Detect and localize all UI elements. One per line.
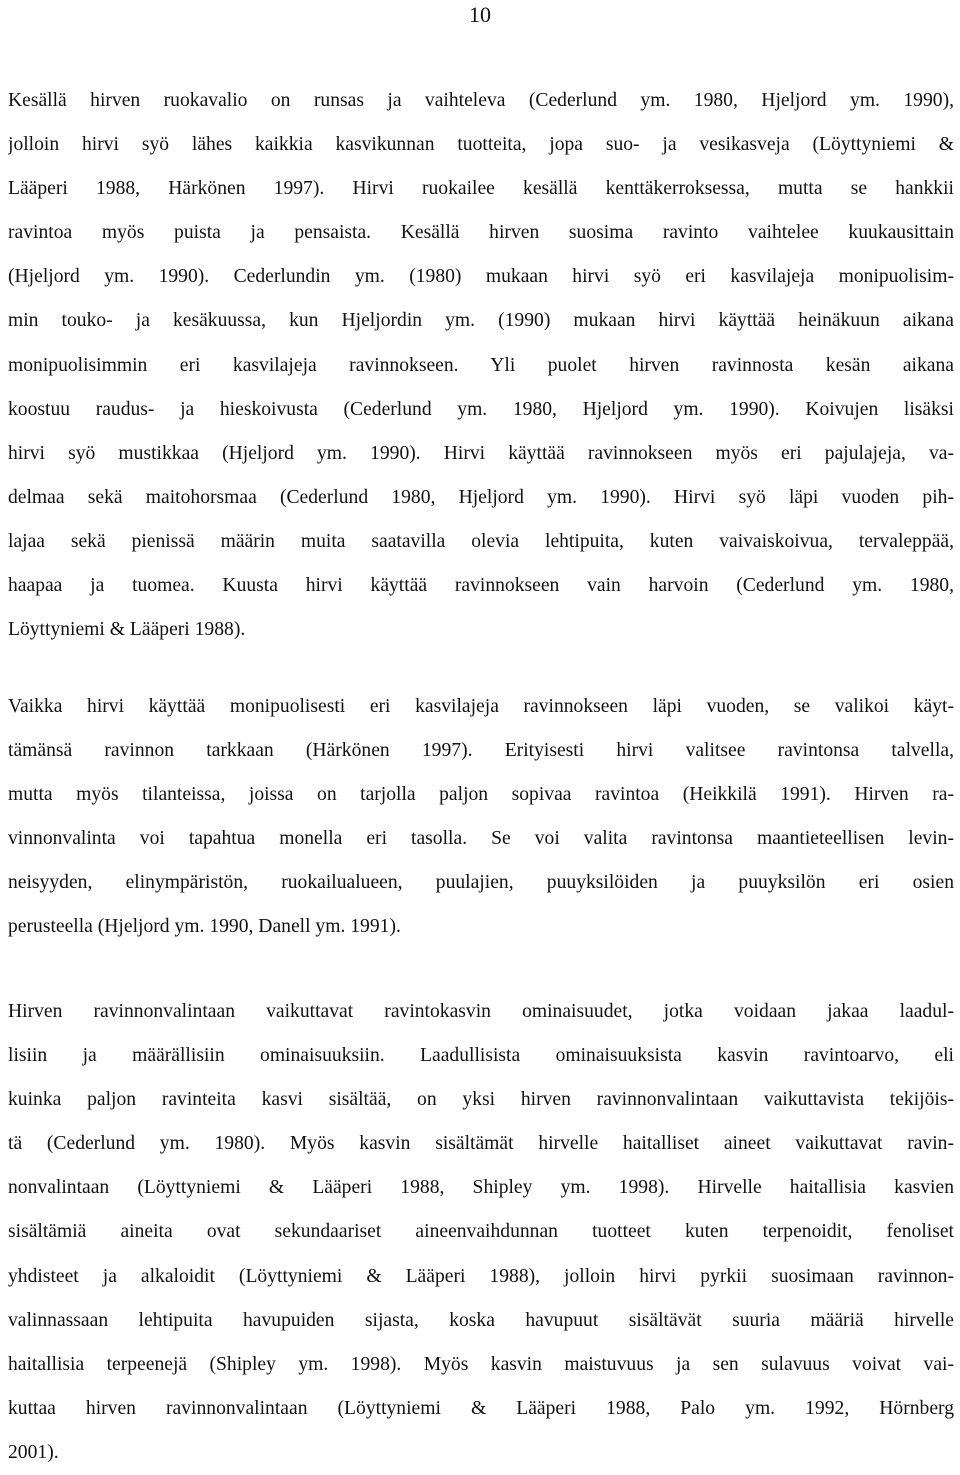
text-line: yhdisteet ja alkaloidit (Löyttyniemi & Lääperi 1988), jolloin hirvi pyrkii suosimaan ravinnon- — [8, 1265, 954, 1287]
text-line: tämänsä ravinnon tarkkaan (Härkönen 1997). Erityisesti hirvi valitsee ravintonsa talvella, — [8, 740, 954, 762]
text-line: tä (Cederlund ym. 1980). Myös kasvin sisältämät hirvelle haitalliset aineet vaikuttavat ravin- — [8, 1133, 954, 1155]
text-line: Vaikka hirvi käyttää monipuolisesti eri kasvilajeja ravinnokseen läpi vuoden, se valikoi käyt- — [8, 696, 954, 717]
text-line: monipuolisimmin eri kasvilajeja ravinnokseen. Yli puolet hirven ravinnosta kesän aikana — [8, 354, 954, 376]
text-line: haapaa ja tuomea. Kuusta hirvi käyttää ravinnokseen vain harvoin (Cederlund ym. 1980, — [8, 575, 954, 597]
text-line: delmaa sekä maitohorsmaa (Cederlund 1980, Hjeljord ym. 1990). Hirvi syö läpi vuoden pih- — [8, 486, 954, 508]
text-line: valinnassaan lehtipuita havupuiden sijasta, koska havupuut sisältävät suuria määriä hirvelle — [8, 1309, 954, 1331]
text-line: Hirven ravinnonvalintaan vaikuttavat ravintokasvin ominaisuudet, jotka voidaan jakaa laadul- — [8, 1001, 954, 1022]
text-line: lajaa sekä pienissä määrin muita saatavilla olevia lehtipuita, kuten vaivaiskoivua, tervaleppää, — [8, 530, 954, 552]
text-line: lisiin ja määrällisiin ominaisuuksiin. Laadullisista ominaisuuksista kasvin ravintoarvo, eli — [8, 1045, 954, 1067]
text-line: vinnonvalinta voi tapahtua monella eri tasolla. Se voi valita ravintonsa maantieteellisen levin- — [8, 828, 954, 850]
text-line: koostuu raudus- ja hieskoivusta (Cederlund ym. 1980, Hjeljord ym. 1990). Koivujen lisäksi — [8, 398, 954, 420]
text-line: Lääperi 1988, Härkönen 1997). Hirvi ruokailee kesällä kenttäkerroksessa, mutta se hankkii — [8, 178, 954, 200]
text-line: hirvi syö mustikkaa (Hjeljord ym. 1990). Hirvi käyttää ravinnokseen myös eri pajulajeja, va- — [8, 442, 954, 464]
text-line: (Hjeljord ym. 1990). Cederlundin ym. (1980) mukaan hirvi syö eri kasvilajeja monipuolisim- — [8, 266, 954, 288]
text-line: kuttaa hirven ravinnonvalintaan (Löyttyniemi & Lääperi 1988, Palo ym. 1992, Hörnberg — [8, 1397, 954, 1419]
text-line: haitallisia terpeenejä (Shipley ym. 1998). Myös kasvin maistuvuus ja sen sulavuus voivat vai- — [8, 1353, 954, 1375]
paragraph-plant-properties — [8, 990, 954, 1475]
text-line: mutta myös tilanteissa, joissa on tarjolla paljon sopivaa ravintoa (Heikkilä 1991). Hirven ra- — [8, 784, 954, 806]
text-line: Löyttyniemi & Lääperi 1988). — [8, 619, 246, 641]
text-line: neisyyden, elinympäristön, ruokailualueen, puulajien, puuyksilöiden ja puuyksilön eri osien — [8, 872, 954, 894]
text-line: 2001). — [8, 1441, 59, 1463]
text-line: Kesällä hirven ruokavalio on runsas ja vaihteleva (Cederlund ym. 1980, Hjeljord ym. 1990), — [8, 90, 954, 111]
paragraph-diet-selection — [8, 685, 954, 950]
text-line: nonvalintaan (Löyttyniemi & Lääperi 1988, Shipley ym. 1998). Hirvelle haitallisia kasvien — [8, 1177, 954, 1199]
text-line: ravintoa myös puista ja pensaista. Kesällä hirven suosima ravinto vaihtelee kuukausittain — [8, 222, 954, 244]
paragraph-summer-diet — [8, 79, 954, 652]
text-line: min touko- ja kesäkuussa, kun Hjeljordin ym. (1990) mukaan hirvi käyttää heinäkuun aikana — [8, 310, 954, 332]
text-line: sisältämiä aineita ovat sekundaariset aineenvaihdunnan tuotteet kuten terpenoidit, fenoliset — [8, 1221, 954, 1243]
text-line: perusteella (Hjeljord ym. 1990, Danell ym. 1991). — [8, 916, 401, 938]
text-line: jolloin hirvi syö lähes kaikkia kasvikunnan tuotteita, jopa suo- ja vesikasveja (Löyttyniemi & — [8, 134, 954, 156]
page-number: 10 — [469, 2, 491, 27]
text-line: kuinka paljon ravinteita kasvi sisältää, on yksi hirven ravinnonvalintaan vaikuttavista tekijöis- — [8, 1089, 954, 1111]
